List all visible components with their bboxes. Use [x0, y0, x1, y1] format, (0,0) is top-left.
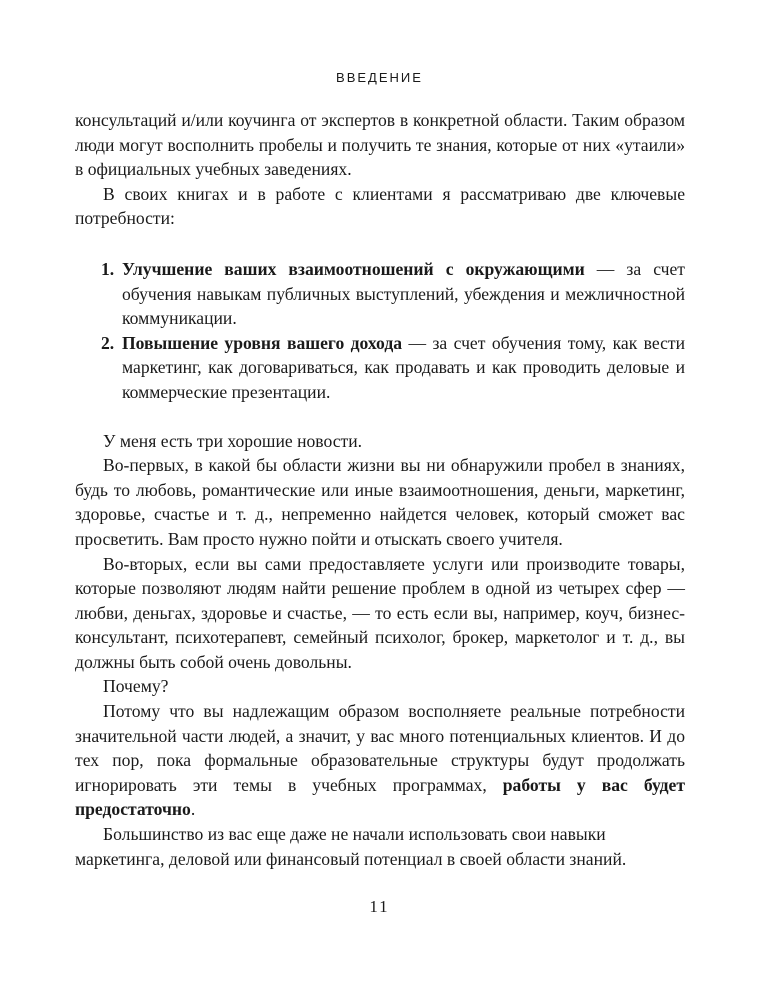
paragraph-7 — [75, 699, 685, 822]
paragraph-5: Во-вторых, если вы сами предоставляете услуги или производите товары, которые позволяют людям найти решение проблем в одной из четырех сфер — любви, деньгах, здоровье и счастье, — то есть если вы, например, коуч, бизнес-консультант, психотерапевт, семейный психолог, брокер, маркетолог и т. д., вы должны быть собой очень довольны. — [75, 553, 685, 672]
paragraph-6: Почему? — [103, 676, 169, 697]
paragraph-7-emphasis: работы у вас будет предостаточно — [75, 774, 685, 820]
paragraph-7-end: . — [190, 799, 196, 820]
running-title: ВВЕДЕНИЕ — [336, 70, 423, 85]
page-number: 11 — [369, 897, 390, 916]
page-body — [75, 108, 685, 871]
list-item-1-number: 1. — [101, 258, 115, 279]
paragraph-3: У меня есть три хорошие новости. — [103, 430, 363, 451]
list-item-2 — [75, 331, 685, 405]
list-item-1-heading: Улучшение ваших взаимоотношений с окружающими — [122, 258, 585, 279]
list-item-2-number: 2. — [101, 332, 115, 353]
paragraph-2: В своих книгах и в работе с клиентами я рассматриваю две ключевые потребности: — [75, 183, 685, 229]
paragraph-4: Во-первых, в какой бы области жизни вы ни обнаружили пробел в знаниях, будь то любовь, романтические или иные взаимоотношения, деньги, маркетинг, здоровье, счастье и т. д., непременно найдется человек, который сможет вас просветить. Вам просто нужно пойти и отыскать своего учителя. — [75, 455, 685, 549]
paragraph-1: консультаций и/или коучинга от экспертов в конкретной области. Таким образом люди могут восполнить пробелы и получить те знания, которые от них «утаили» в официальных учебных заведениях. — [75, 110, 685, 180]
paragraph-7-text: Потому что вы надлежащим образом восполняете реальные потребности значительной части людей, а значит, у вас много потенциальных клиентов. И до тех пор, пока формальные образовательные структуры будут продолжать игнорировать эти темы в учебных программах, — [75, 701, 685, 795]
list-item-1 — [75, 257, 685, 331]
needs-list — [75, 257, 685, 405]
list-item-2-heading: Повышение уровня вашего дохода — [122, 332, 403, 353]
list-item-2-text: — за счет обучения тому, как вести маркетинг, как договариваться, как продавать и как проводить деловые и коммерческие презентации. — [122, 332, 686, 402]
paragraph-8: Большинство из вас еще даже не начали использовать свои навыки маркетинга, деловой или финансовый потенциал в своей области знаний. — [75, 824, 627, 869]
list-item-1-text: — за счет обучения навыкам публичных выступлений, убеждения и межличностной коммуникации. — [122, 258, 685, 329]
